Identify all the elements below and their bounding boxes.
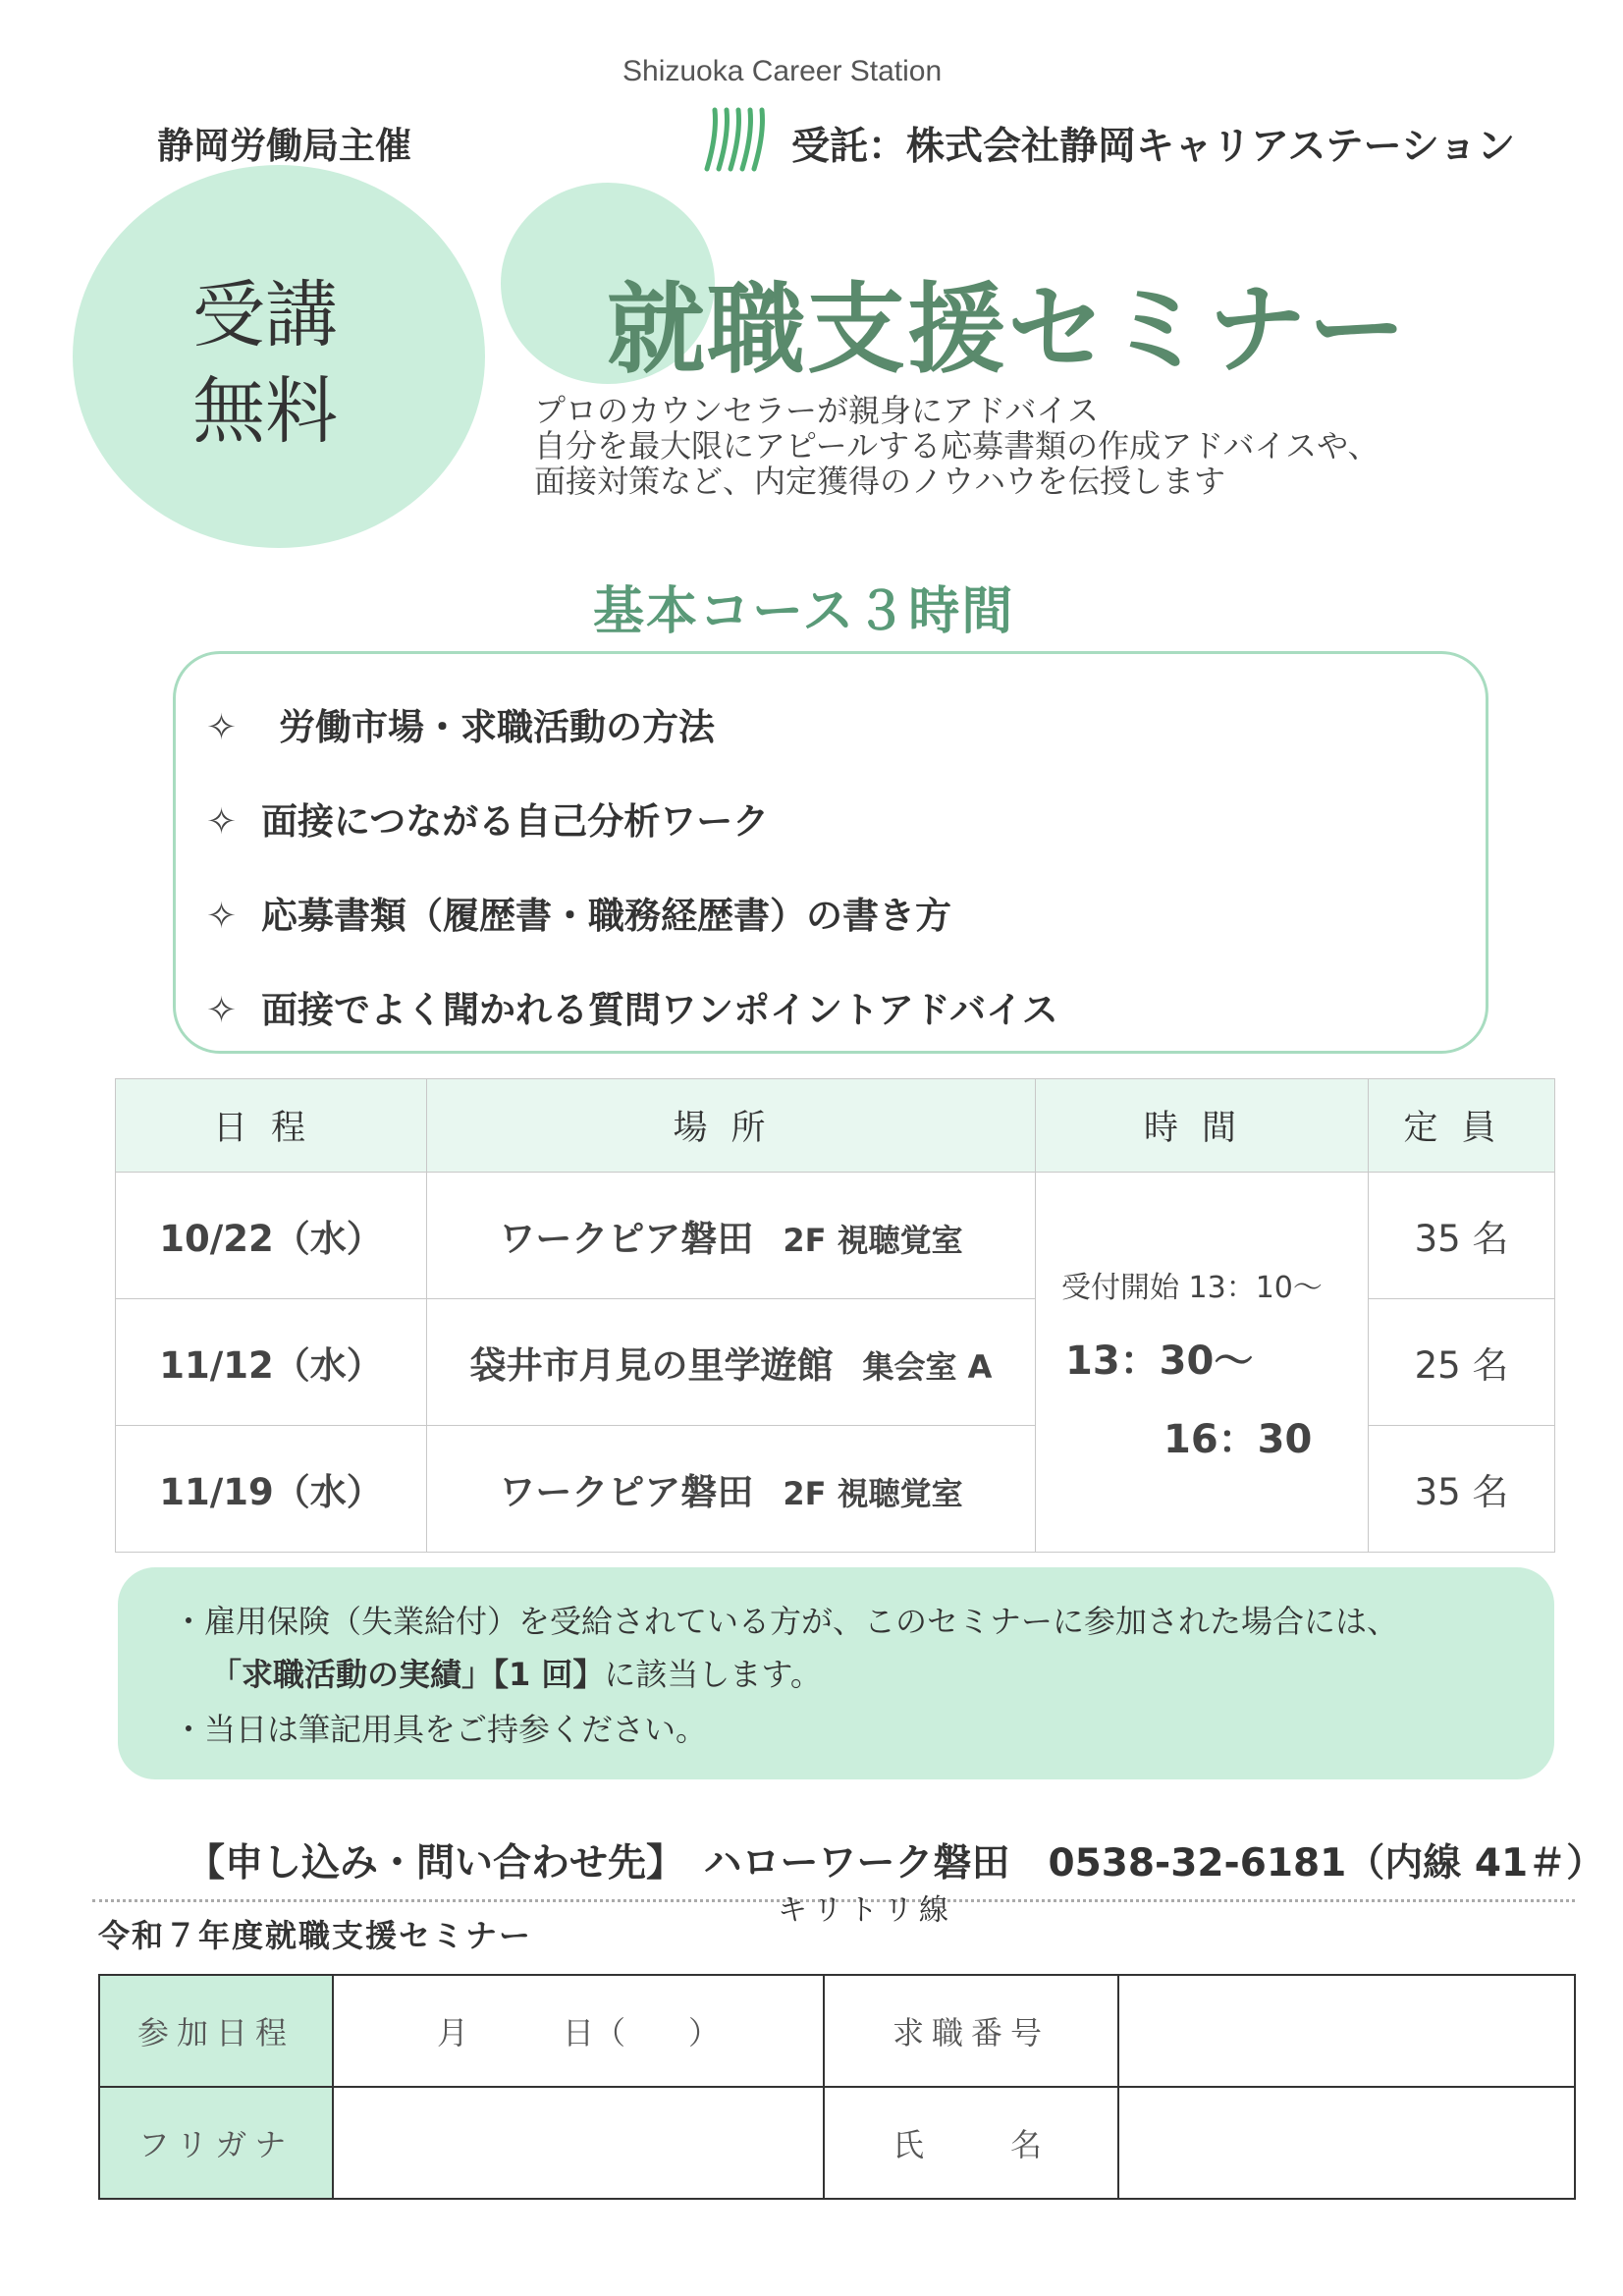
header-date: 日程 [116,1079,427,1173]
room-name: 2F 視聴覚室 [783,1222,963,1259]
schedule-place [427,1173,1036,1299]
schedule-date: 11/19（水） [116,1426,427,1553]
header-time: 時間 [1036,1079,1369,1173]
schedule-header-row [116,1079,1555,1173]
course-heading: 基本コース３時間 [593,582,1015,641]
schedule-place [427,1426,1036,1553]
free-badge-line1: 受講 [192,273,338,357]
schedule-capacity: 25 名 [1369,1299,1555,1426]
green-stripes-logo-icon [699,102,774,177]
job-number-field[interactable] [1118,1975,1575,2087]
topic-text: 面接でよく聞かれる質問ワンポイントアドバイス [261,989,1058,1031]
schedule-place [427,1299,1036,1426]
topic-item [206,792,769,845]
place-name: 袋井市月見の里学遊館 [469,1344,834,1387]
end-time: 16：30 [1163,1417,1313,1462]
seminar-title: 就職支援セミナー [607,272,1408,387]
station-name: Shizuoka Career Station [622,55,943,87]
header-capacity: 定員 [1369,1079,1555,1173]
sparkle-icon: ✧ [206,800,238,843]
schedule-table [115,1078,1555,1553]
furigana-field[interactable] [333,2087,824,2199]
header-place: 場所 [427,1079,1036,1173]
table-row [116,1173,1555,1299]
note-line-2 [210,1650,822,1695]
schedule-time [1036,1173,1369,1553]
place-name: ワークピア磐田 [499,1471,754,1513]
topic-item [206,886,951,939]
form-title: 令和７年度就職支援セミナー [98,1917,533,1954]
topic-text: 面接につながる自己分析ワーク [261,800,770,843]
schedule-capacity: 35 名 [1369,1173,1555,1299]
entrusted-company: 受託：株式会社静岡キャリアステーション [791,125,1516,169]
date-field[interactable]: 月 日（ ） [333,1975,824,2087]
sparkle-icon: ✧ [206,706,238,748]
room-name: 集会室 A [862,1348,993,1386]
date-label: 参加日程 [99,1975,333,2087]
lead-text [534,393,1379,499]
note-rest: に該当します。 [604,1656,822,1693]
free-badge [192,267,369,460]
sparkle-icon: ✧ [206,989,238,1031]
contact-info: 【申し込み・問い合わせ先】 ハローワーク磐田 0538-32-6181（内線 41＃） [187,1841,1605,1886]
topic-text: 労働市場・求職活動の方法 [279,706,715,748]
topic-item [206,980,1058,1033]
room-name: 2F 視聴覚室 [783,1475,963,1512]
name-field[interactable] [1118,2087,1575,2199]
note-emphasis: 「求職活動の実績」【1 回】 [210,1656,605,1693]
topic-text: 応募書類（履歴書・職務経歴書）の書き方 [261,895,951,937]
schedule-date: 11/12（水） [116,1299,427,1426]
schedule-date: 10/22（水） [116,1173,427,1299]
furigana-label: フリガナ [99,2087,333,2199]
organizer-label: 静岡労働局主催 [157,125,411,167]
form-row [99,2087,1575,2199]
job-number-label: 求職番号 [824,1975,1118,2087]
lead-line-3: 面接対策など、内定獲得のノウハウを伝授します [534,463,1226,500]
reception-time: 受付開始 13：10～ [1061,1271,1323,1305]
application-form [98,1974,1576,2200]
lead-line-2: 自分を最大限にアピールする応募書類の作成アドバイスや、 [534,427,1380,465]
topic-item [206,697,715,750]
lead-line-1: プロのカウンセラーが親身にアドバイス [534,392,1100,429]
name-label: 氏 名 [824,2087,1118,2199]
note-line-1: ・雇用保険（失業給付）を受給されている方が、このセミナーに参加された場合には、 [173,1603,1399,1640]
cut-line-label: キリトリ線 [778,1893,954,1928]
sparkle-icon: ✧ [206,895,238,937]
note-line-3: ・当日は筆記用具をご持参ください。 [173,1711,708,1748]
free-badge-line2: 無料 [192,369,338,454]
place-name: ワークピア磐田 [499,1218,754,1260]
form-row [99,1975,1575,2087]
schedule-capacity: 35 名 [1369,1426,1555,1553]
start-time: 13：30～ [1065,1339,1254,1384]
